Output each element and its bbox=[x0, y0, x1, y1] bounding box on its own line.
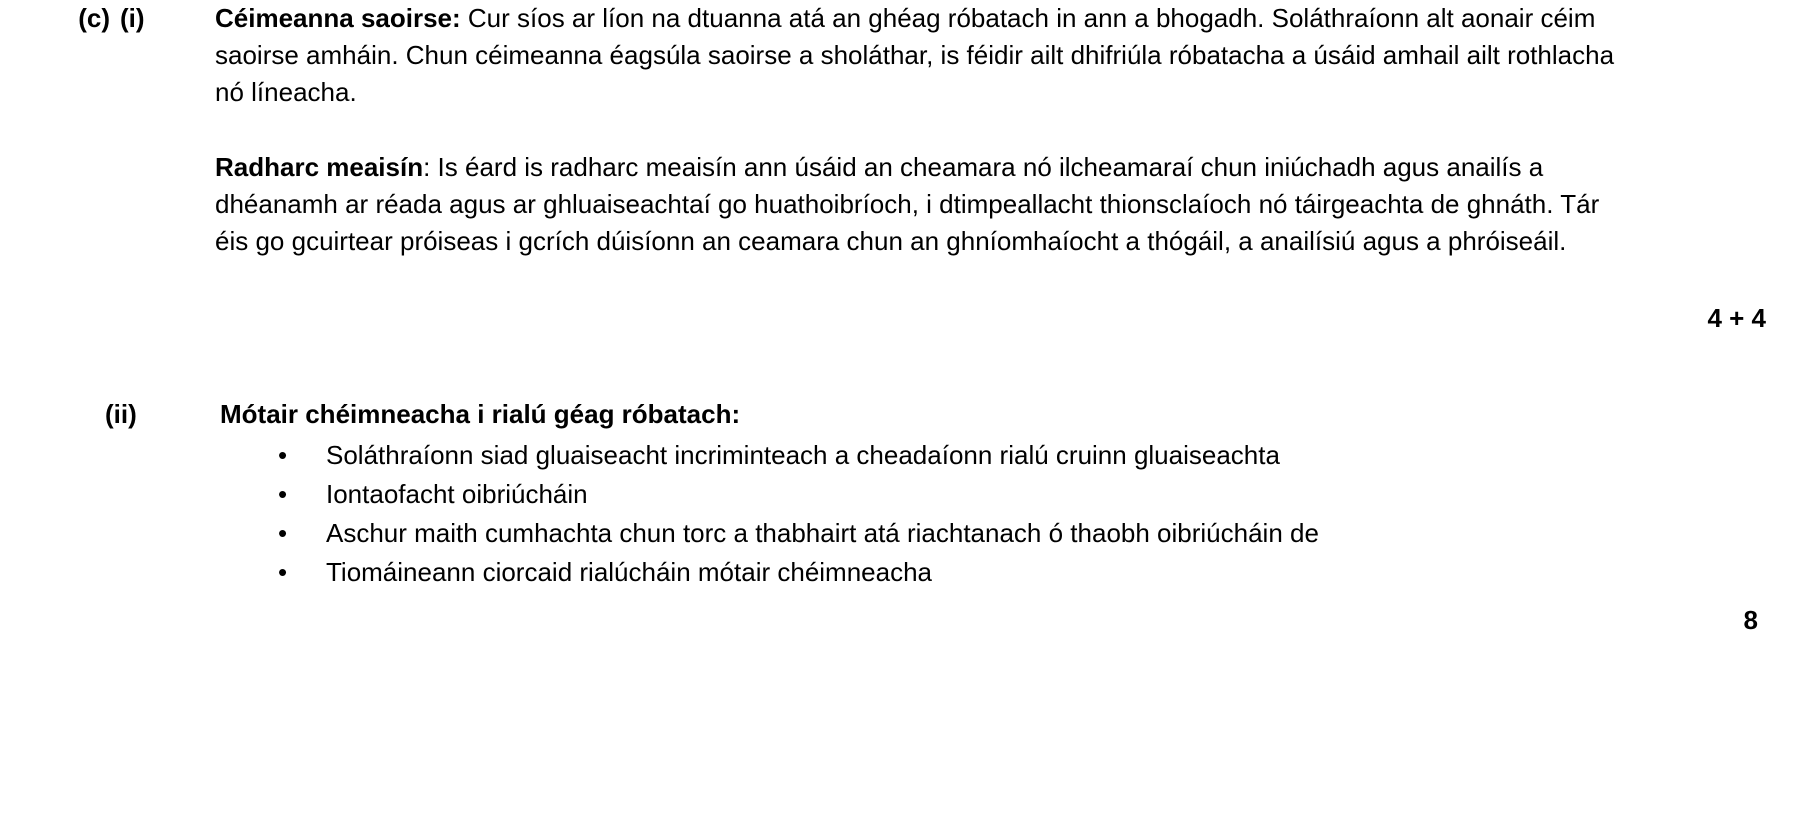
list-item bbox=[278, 476, 1620, 513]
list-item bbox=[278, 554, 1620, 591]
paragraph-degrees-of-freedom bbox=[215, 0, 1615, 111]
term-degrees-of-freedom: Céimeanna saoirse: bbox=[215, 3, 461, 33]
heading-stepper-motors: Mótair chéimneacha i rialú géag róbatach: bbox=[220, 399, 741, 430]
sub-label-i: (i) bbox=[120, 3, 145, 33]
list-item-text: Soláthraíonn siad gluaiseacht incriminteach a cheadaíonn rialú cruinn gluaiseachta bbox=[326, 440, 1280, 471]
answer-body-i bbox=[215, 0, 1615, 259]
answer-body-ii bbox=[220, 396, 1620, 593]
list-item-text: Tiomáineann ciorcaid rialúcháin mótair chéimneacha bbox=[326, 557, 933, 588]
list-item-text: Aschur maith cumhachta chun torc a thabhairt atá riachtanach ó thaobh oibriúcháin de bbox=[326, 518, 1319, 549]
bullet-icon: • bbox=[278, 557, 288, 588]
part-label-c: (c) bbox=[78, 3, 110, 33]
paragraph-machine-vision bbox=[215, 149, 1615, 260]
marks-sub-ii: 8 bbox=[1743, 604, 1758, 635]
sub-label-ii: (ii) bbox=[105, 399, 137, 430]
marks-sub-i: 4 + 4 bbox=[1707, 303, 1766, 334]
bullet-icon: • bbox=[278, 440, 288, 471]
bullet-icon: • bbox=[278, 518, 288, 549]
question-row-c-i bbox=[0, 0, 1818, 259]
term-machine-vision: Radharc meaisín bbox=[215, 151, 424, 182]
question-row-c-ii bbox=[0, 396, 1818, 593]
bullet-list-stepper-motors bbox=[220, 437, 1620, 591]
text-degrees-of-freedom: Cur síos ar líon na dtuanna atá an ghéag róbatach in ann a bhogadh. Soláthraíonn alt aonair céim saoirse amháin. Chun céimeanna éagsúla saoirse a sholáthar, is féidir ailt dhifriúla róbatacha a úsáid amhail ailt rothlacha nó líneacha. bbox=[215, 3, 1615, 107]
list-item-text: Iontaofacht oibriúcháin bbox=[326, 479, 588, 510]
bullet-icon: • bbox=[278, 479, 288, 510]
paragraph-spacer bbox=[215, 111, 1615, 149]
list-item bbox=[278, 515, 1620, 552]
text-machine-vision: : Is éard is radharc meaisín ann úsáid an cheamara nó ilcheamaraí chun iniúchadh agus anailís a dhéanamh ar réada agus ar ghluaiseachtaí go huathoibríoch, i dtimpeallacht thionsclaíoch nó táirgeachta de ghnáth. Tár éis go gcuirtear próiseas i gcrích dúisíonn an ceamara chun an ghníomhaíocht a thógáil, a anailísiú agus a phróiseáil. bbox=[215, 151, 1600, 256]
list-item bbox=[278, 437, 1620, 474]
